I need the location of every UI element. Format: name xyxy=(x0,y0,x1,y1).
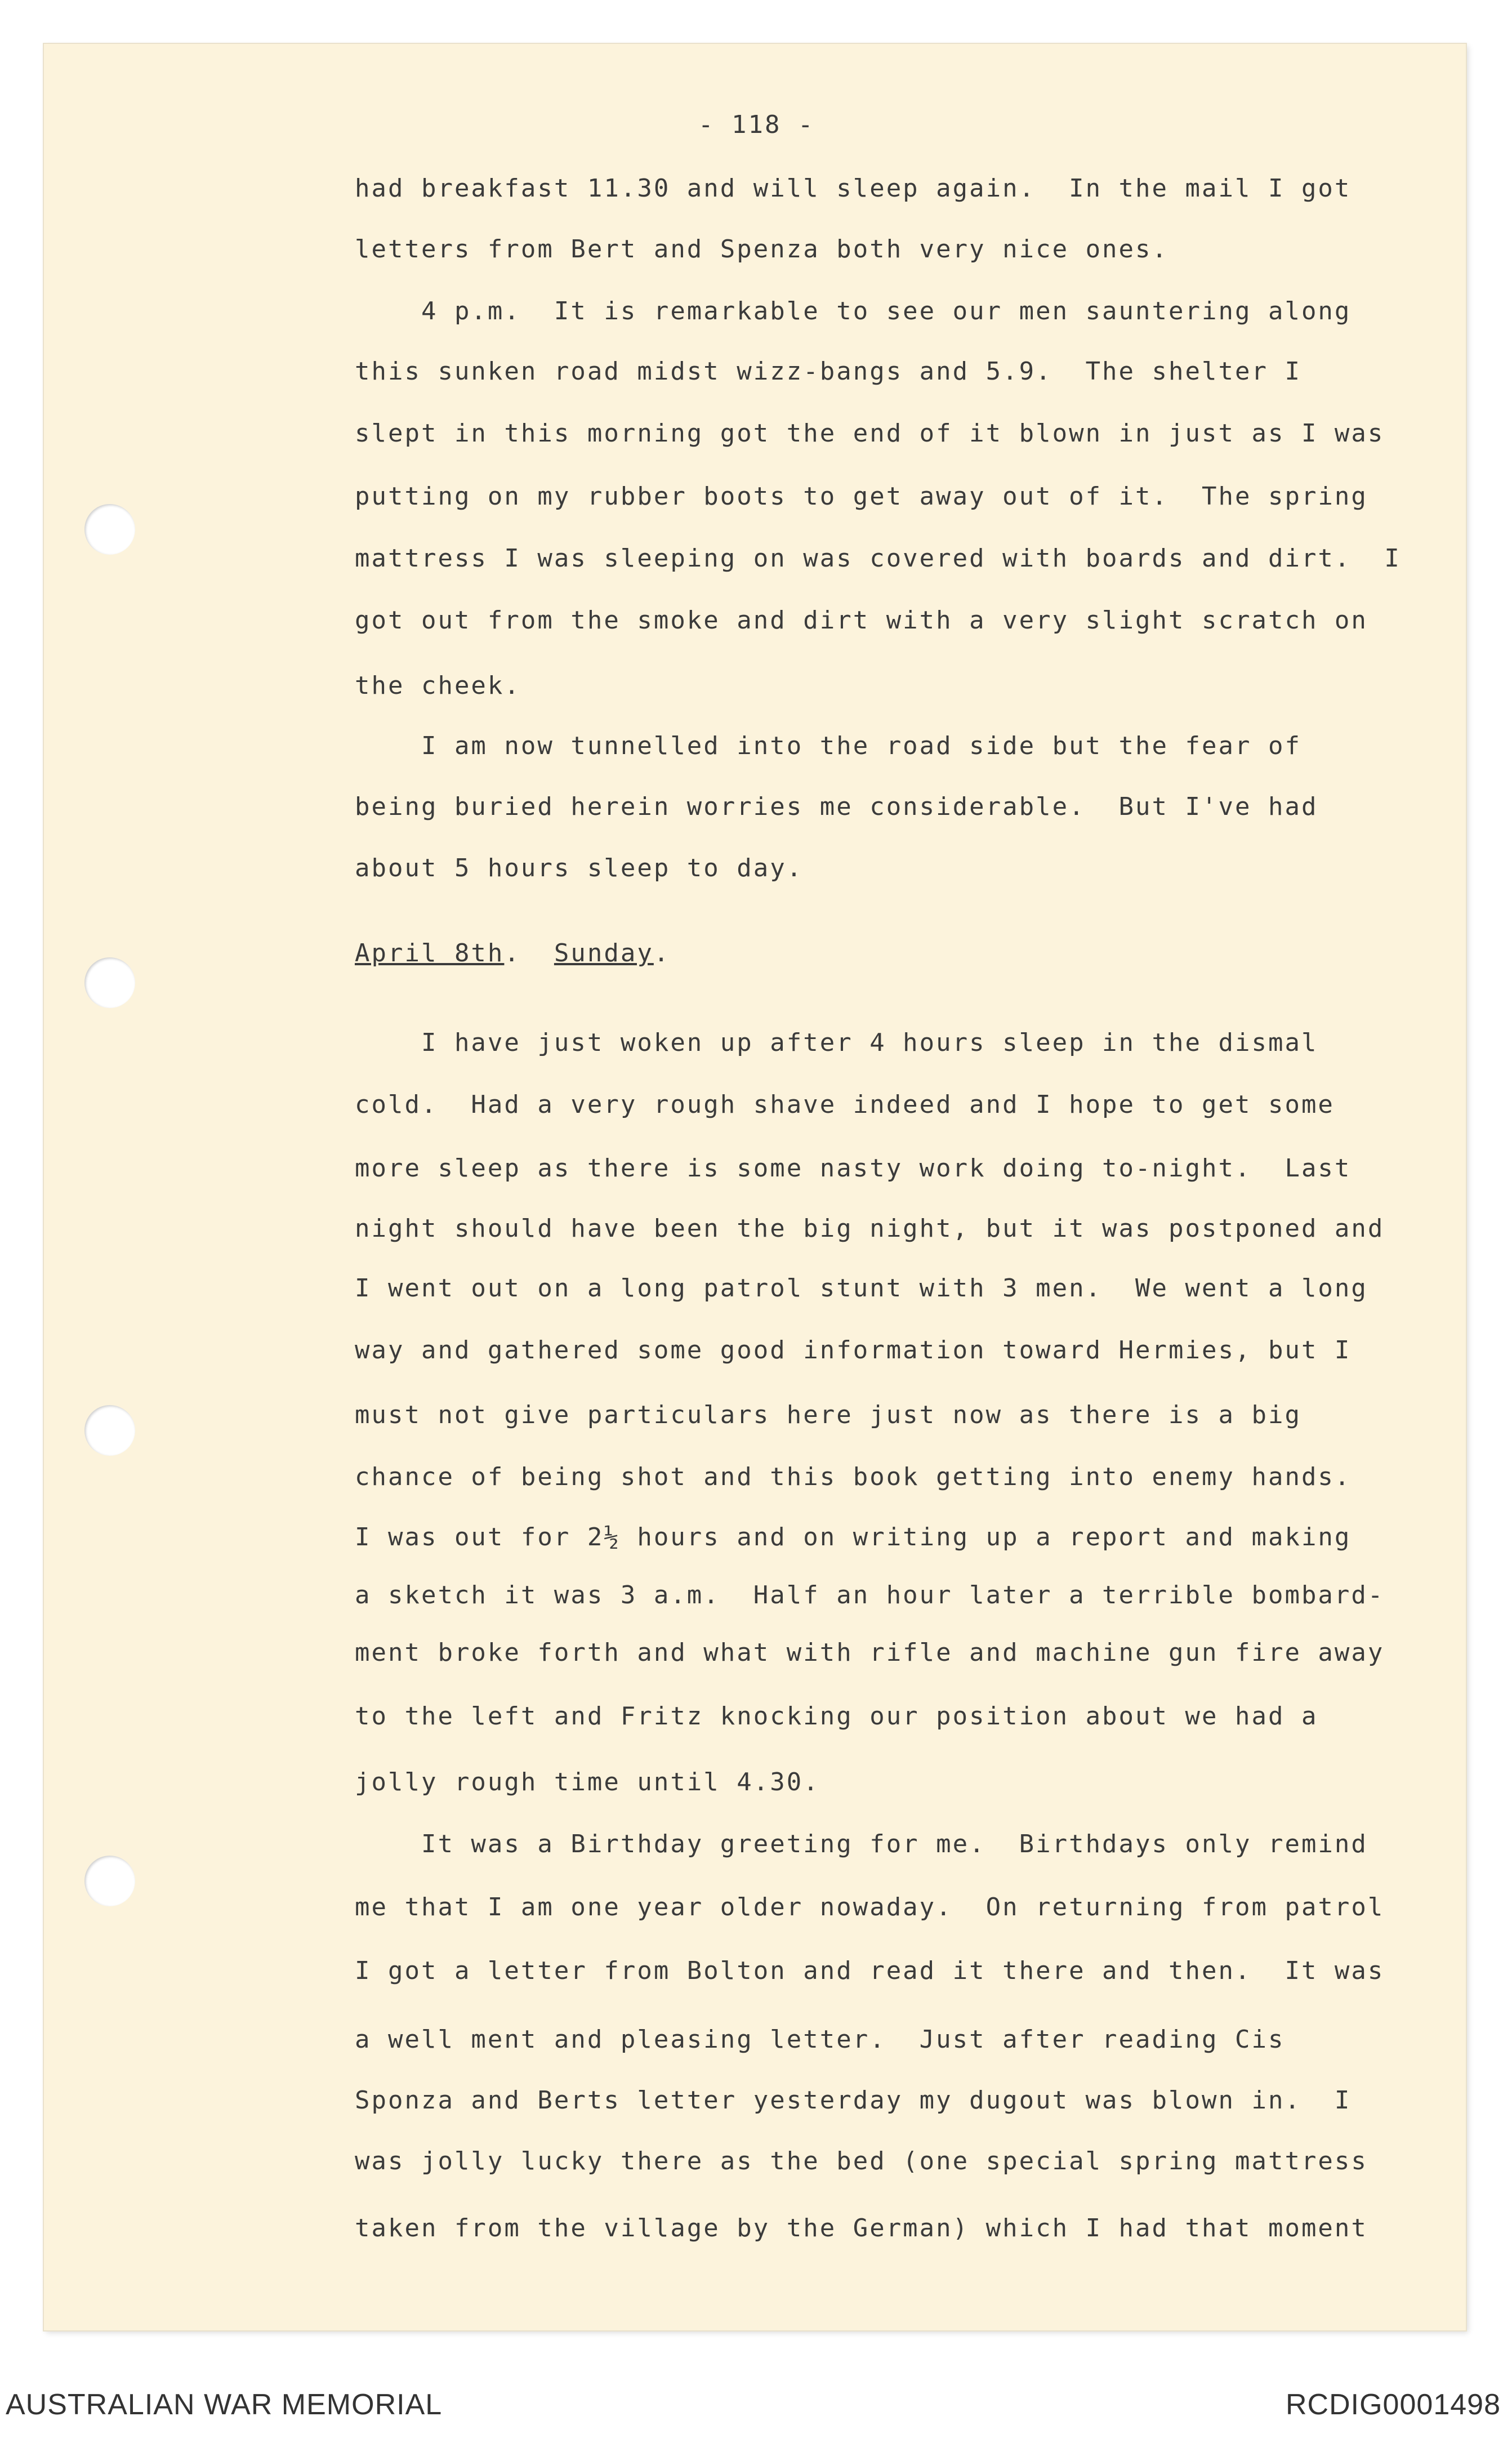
text-line: was jolly lucky there as the bed (one special spring mattress xyxy=(355,2147,1368,2175)
text-line: must not give particulars here just now as there is a big xyxy=(355,1401,1301,1429)
text-line: night should have been the big night, but it was postponed and xyxy=(355,1214,1385,1243)
text-line: I am now tunnelled into the road side but the fear of xyxy=(355,732,1301,760)
text-line: taken from the village by the German) which I had that moment xyxy=(355,2214,1368,2243)
text-line: a sketch it was 3 a.m. Half an hour later a terrible bombard- xyxy=(355,1581,1385,1610)
punch-hole xyxy=(84,1405,135,1456)
text-line: about 5 hours sleep to day. xyxy=(355,854,804,882)
text-line: letters from Bert and Spenza both very nice ones. xyxy=(355,235,1169,264)
text-line: a well ment and pleasing letter. Just after reading Cis xyxy=(355,2025,1285,2054)
text-line: ment broke forth and what with rifle and machine gun fire away xyxy=(355,1638,1385,1667)
text-line: putting on my rubber boots to get away out of it. The spring xyxy=(355,482,1368,511)
text-line: I went out on a long patrol stunt with 3 men. We went a long xyxy=(355,1274,1368,1303)
entry-date: April 8th xyxy=(355,939,505,968)
text-line: jolly rough time until 4.30. xyxy=(355,1768,820,1796)
text-line: being buried herein worries me considerable. But I've had xyxy=(355,792,1318,821)
footer-record-id: RCDIG0001498 xyxy=(1286,2388,1501,2421)
text-line: 4 p.m. It is remarkable to see our men sauntering along xyxy=(355,297,1352,326)
entry-day: Sunday xyxy=(554,939,654,968)
text-line: had breakfast 11.30 and will sleep again. In the mail I got xyxy=(355,174,1352,203)
text-line: more sleep as there is some nasty work doing to-night. Last xyxy=(355,1154,1352,1183)
page-number: - 118 - xyxy=(698,110,815,139)
entry-heading xyxy=(355,937,1453,970)
text-line: I got a letter from Bolton and read it there and then. It was xyxy=(355,1956,1385,1985)
text-line: I have just woken up after 4 hours sleep in the dismal xyxy=(355,1028,1318,1057)
text-line: It was a Birthday greeting for me. Birthdays only remind xyxy=(355,1830,1368,1858)
heading-separator: . xyxy=(504,939,554,968)
text-line: mattress I was sleeping on was covered with boards and dirt. I xyxy=(355,544,1401,573)
punch-hole xyxy=(84,1856,135,1906)
text-line: Sponza and Berts letter yesterday my dugout was blown in. I xyxy=(355,2086,1352,2115)
punch-hole xyxy=(84,504,135,555)
text-line: got out from the smoke and dirt with a very slight scratch on xyxy=(355,606,1368,635)
text-line: to the left and Fritz knocking our position about we had a xyxy=(355,1702,1318,1731)
footer-institution: AUSTRALIAN WAR MEMORIAL xyxy=(6,2388,443,2421)
punch-hole xyxy=(84,957,135,1008)
text-line: the cheek. xyxy=(355,671,521,700)
text-line: cold. Had a very rough shave indeed and I hope to get some xyxy=(355,1090,1335,1119)
heading-end: . xyxy=(653,939,671,968)
text-line: me that I am one year older nowaday. On returning from patrol xyxy=(355,1893,1385,1922)
text-line: this sunken road midst wizz-bangs and 5.9. The shelter I xyxy=(355,357,1301,386)
text-line: I was out for 2½ hours and on writing up a report and making xyxy=(355,1523,1352,1552)
text-line: way and gathered some good information toward Hermies, but I xyxy=(355,1336,1352,1365)
text-line: chance of being shot and this book getting into enemy hands. xyxy=(355,1463,1352,1491)
text-line: slept in this morning got the end of it blown in just as I was xyxy=(355,419,1385,448)
